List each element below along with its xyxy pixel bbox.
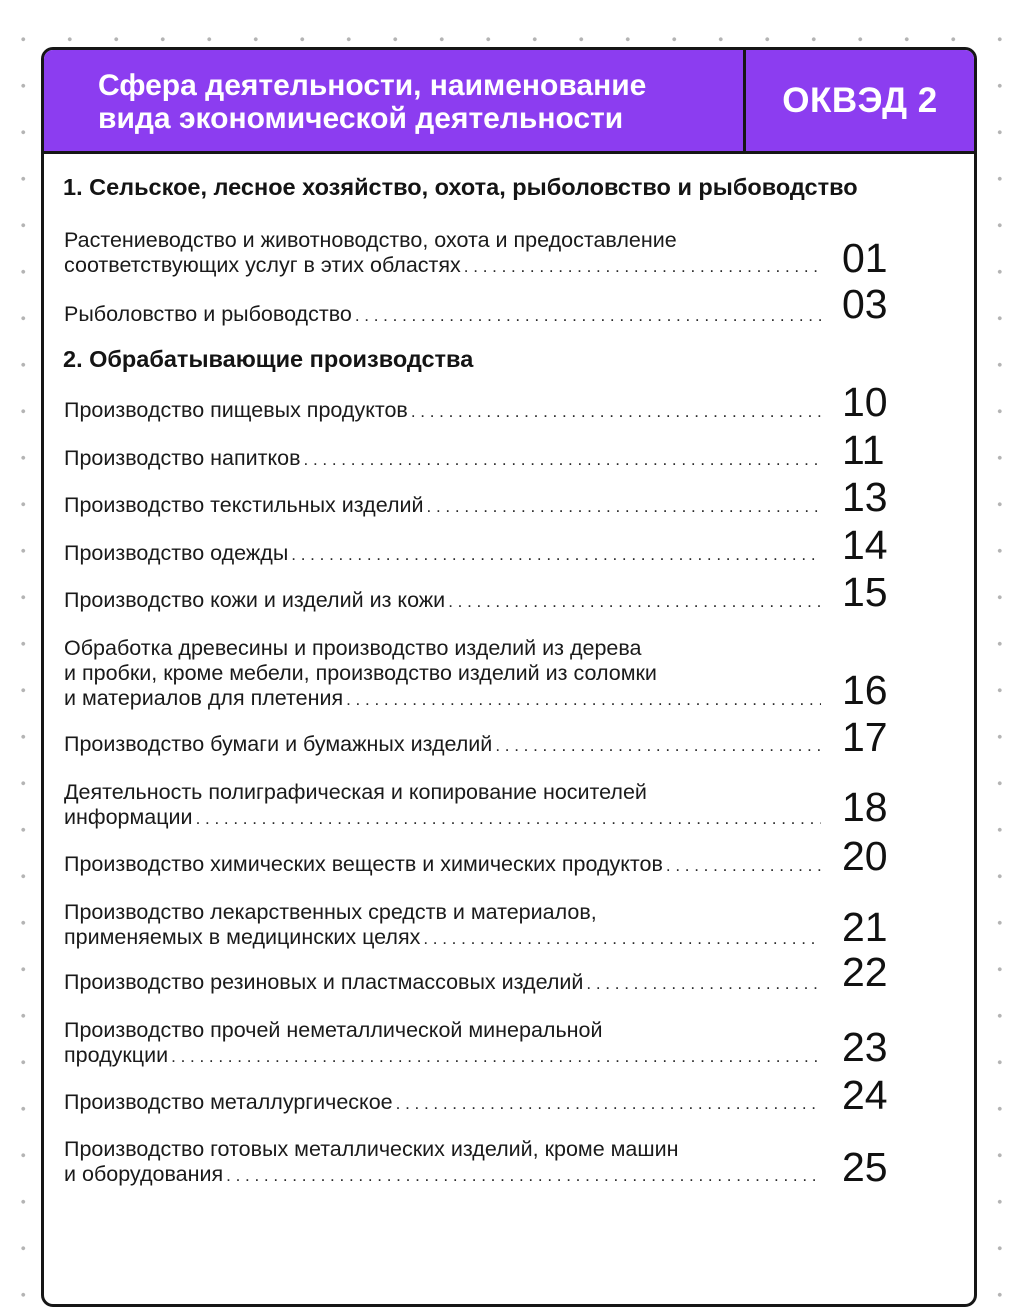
- activity-row: [64, 780, 821, 831]
- activity-name-line: продукции: [64, 1043, 169, 1067]
- dot-leader: [196, 806, 821, 831]
- activity-row: [64, 1090, 821, 1116]
- activity-name-line: Производство готовых металлических изделий, кроме машин: [64, 1137, 679, 1161]
- dot-leader: [666, 853, 821, 878]
- activity-row: [64, 900, 821, 951]
- activity-name-last-line: [64, 970, 821, 996]
- activity-name-last-line: [64, 805, 821, 831]
- activity-name-line: и материалов для плетения: [64, 686, 344, 710]
- activity-name-line: Производство пищевых продуктов: [64, 398, 408, 422]
- activity-name-line: Производство кожи и изделий из кожи: [64, 588, 446, 612]
- activity-name-line: Производство напитков: [64, 446, 301, 470]
- activity-name-line: Производство металлургическое: [64, 1090, 393, 1114]
- dot-leader: [396, 1091, 821, 1116]
- activity-name-line: Рыболовство и рыбоводство: [64, 302, 352, 326]
- dot-leader: [355, 303, 821, 328]
- dot-leader: [448, 589, 821, 614]
- activity-name-line: Производство химических веществ и химических продуктов: [64, 852, 663, 876]
- activity-row: [64, 493, 821, 519]
- dot-leader: [423, 926, 821, 951]
- okved-code: 23: [842, 1024, 888, 1070]
- activity-name-line: Производство прочей неметаллической минеральной: [64, 1018, 603, 1042]
- activity-row: [64, 541, 821, 567]
- dot-leader: [346, 687, 821, 712]
- dot-leader: [427, 494, 821, 519]
- activity-row: [64, 398, 821, 424]
- activity-row: [64, 228, 821, 279]
- okved-code: 14: [842, 522, 888, 568]
- dot-leader: [304, 447, 821, 472]
- activity-name-last-line: [64, 732, 821, 758]
- activity-row: [64, 852, 821, 878]
- activity-name-line: соответствующих услуг в этих областях: [64, 253, 461, 277]
- activity-name-last-line: [64, 1043, 821, 1069]
- activity-name-last-line: [64, 588, 821, 614]
- activity-name-last-line: [64, 302, 821, 328]
- activity-row: [64, 302, 821, 328]
- okved-code: 16: [842, 667, 888, 713]
- activity-name-line: и оборудования: [64, 1162, 224, 1186]
- okved-code: 10: [842, 379, 888, 425]
- activity-name-last-line: [64, 925, 821, 951]
- section-title: 2. Обрабатывающие производства: [63, 346, 474, 372]
- activity-name-last-line: [64, 398, 821, 424]
- activity-row: [64, 970, 821, 996]
- okved-code: 11: [842, 427, 885, 473]
- activity-name-line: Производство резиновых и пластмассовых изделий: [64, 970, 584, 994]
- activity-name-last-line: [64, 446, 821, 472]
- activity-name-line: и пробки, кроме мебели, производство изделий из соломки: [64, 661, 657, 685]
- okved-table-card: [41, 47, 977, 1307]
- activity-row: [64, 446, 821, 472]
- activity-name-last-line: [64, 852, 821, 878]
- okved-code: 18: [842, 784, 888, 830]
- activity-name-line: Производство текстильных изделий: [64, 493, 424, 517]
- dot-leader: [464, 254, 821, 279]
- dot-leader: [226, 1163, 821, 1188]
- section-title: 1. Сельское, лесное хозяйство, охота, рыболовство и рыбоводство: [63, 174, 858, 200]
- activity-name-line: применяемых в медицинских целях: [64, 925, 421, 949]
- activity-name-line: Деятельность полиграфическая и копирование носителей: [64, 780, 647, 804]
- dot-leader: [171, 1044, 821, 1069]
- okved-code: 17: [842, 714, 888, 760]
- activity-name-last-line: [64, 1162, 821, 1188]
- table-header: [44, 50, 974, 154]
- okved-code: 13: [842, 474, 888, 520]
- activity-row: [64, 732, 821, 758]
- header-activity-column: [98, 69, 738, 135]
- activity-name-last-line: [64, 686, 821, 712]
- activity-name-line: Производство бумаги и бумажных изделий: [64, 732, 493, 756]
- activity-row: [64, 636, 821, 712]
- okved-code: 03: [842, 281, 888, 327]
- activity-name-line: информации: [64, 805, 193, 829]
- activity-row: [64, 588, 821, 614]
- activity-name-line: Обработка древесины и производство изделий из дерева: [64, 636, 642, 660]
- activity-name-last-line: [64, 493, 821, 519]
- activity-name-last-line: [64, 541, 821, 567]
- okved-code: 21: [842, 904, 888, 950]
- header-activity-line-1: Сфера деятельности, наименование: [98, 69, 647, 102]
- okved-code: 20: [842, 833, 888, 879]
- activity-row: [64, 1018, 821, 1069]
- okved-code: 25: [842, 1144, 888, 1190]
- dot-leader: [291, 542, 821, 567]
- okved-code: 24: [842, 1072, 888, 1118]
- activity-name-last-line: [64, 1090, 821, 1116]
- activity-name-line: Растениеводство и животноводство, охота и предоставление: [64, 228, 677, 252]
- okved-code: 22: [842, 949, 888, 995]
- okved-code: 15: [842, 569, 888, 615]
- activity-name-line: Производство лекарственных средств и материалов,: [64, 900, 597, 924]
- activity-name-line: Производство одежды: [64, 541, 289, 565]
- activity-name-last-line: [64, 253, 821, 279]
- activity-row: [64, 1137, 821, 1188]
- dot-leader: [411, 399, 821, 424]
- header-activity-line-2: вида экономической деятельности: [98, 102, 624, 135]
- header-okved-column: ОКВЭД 2: [782, 80, 938, 120]
- dot-leader: [586, 971, 821, 996]
- okved-code: 01: [842, 235, 888, 281]
- dot-leader: [495, 733, 821, 758]
